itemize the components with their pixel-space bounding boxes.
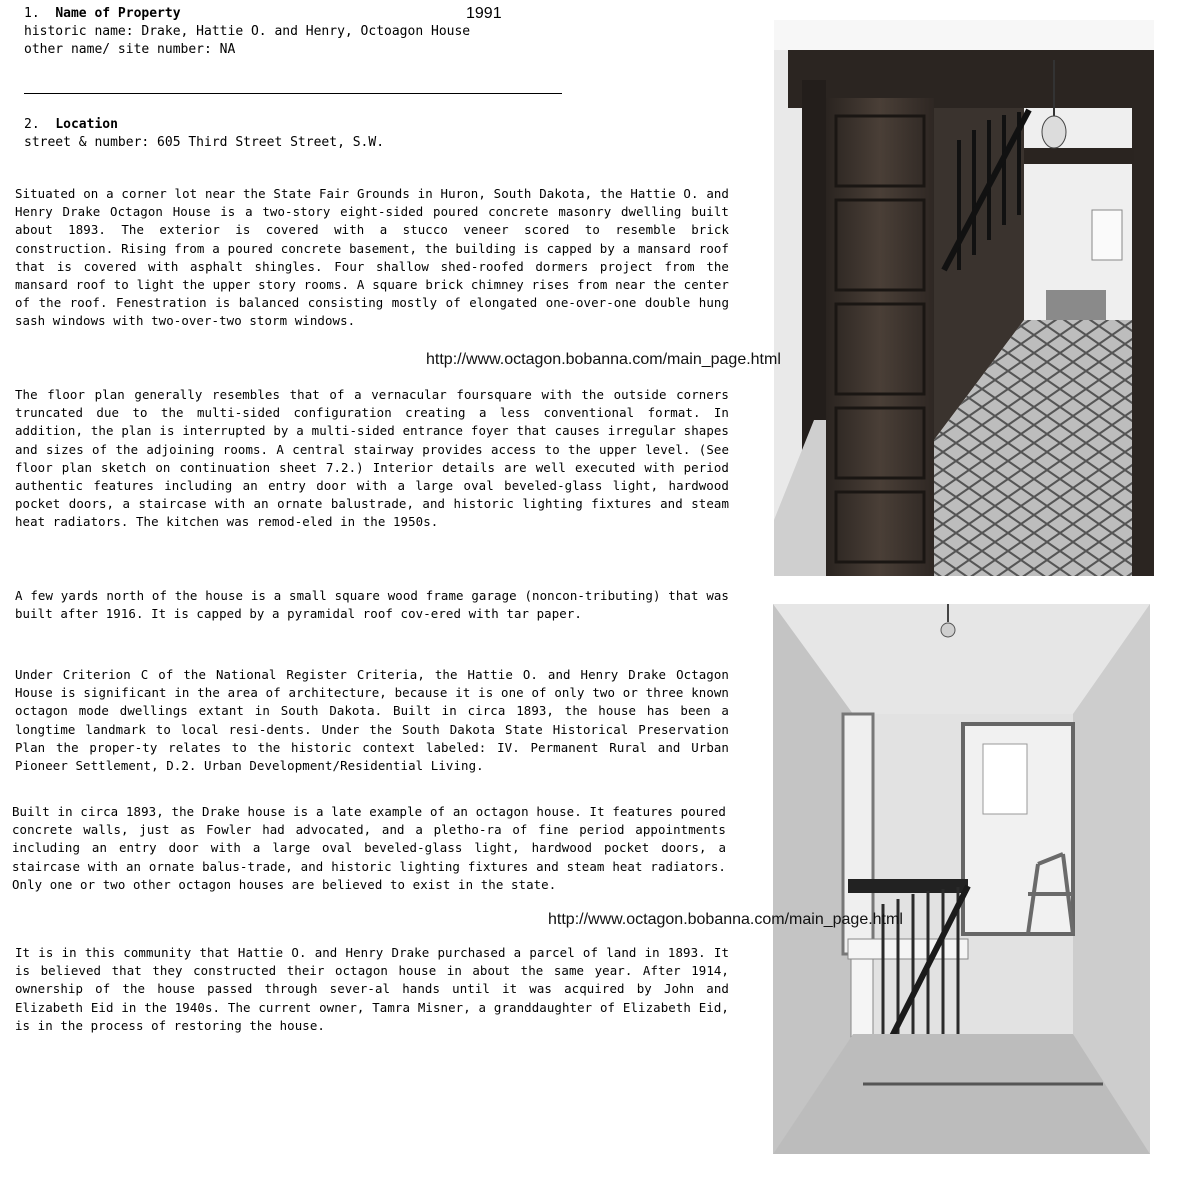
photo-hallway-image: [773, 604, 1150, 1154]
paragraph-drake-house: Built in circa 1893, the Drake house is a late example of an octagon house. It features poured concrete walls, just as Fowler had advocated, and a pletho-ra of fine period appointments including an entry door with a large oval beveled-glass light, hardwood pocket doors, a staircase with an ornate balus-trade, and historic lighting fixtures and steam heat radiators. Only one or two other octagon houses are believed to exist in the state.: [12, 804, 726, 892]
paragraph-floor-plan: The floor plan generally resembles that of a vernacular foursquare with the outside corners truncated due to the multi-sided configuration creating a less conventional format. In addition, the plan is interrupted by a multi-sided entrance foyer that causes irregular shapes and sizes of the adjoining rooms. A central stairway provides access to the upper level. (See floor plan sketch on continuation sheet 7.2.) Interior details are well executed with period authentic features including an entry door with a large oval beveled-glass light, hardwood pocket doors, a staircase with an ornate balustrade, and historic lighting fixtures and steam heat radiators. The kitchen was remod-eled in the 1950s.: [15, 387, 729, 530]
section-number: 1.: [24, 6, 40, 21]
section-title: Location: [55, 117, 118, 132]
other-name: other name/ site number: NA: [24, 42, 236, 57]
section-number: 2.: [24, 117, 40, 132]
photo-pocket-door-image: [774, 20, 1154, 576]
historic-name: historic name: Drake, Hattie O. and Henry, Octoagon House: [24, 24, 471, 39]
paragraph-exterior: Situated on a corner lot near the State Fair Grounds in Huron, South Dakota, the Hattie O. and Henry Drake Octagon House is a two-story eight-sided poured concrete masonry dwelling built about 1893. The exterior is covered with a stucco veneer scored to resemble brick construction. Rising from a poured concrete basement, the building is capped by a mansard roof that is covered with asphalt shingles. Four shallow shed-roofed dormers project from the mansard roof to light the upper story rooms. A square brick chimney rises from near the center of the roof. Fenestration is balanced consisting mostly of elongated one-over-one double hung sash windows with two-over-two storm windows.: [15, 186, 729, 329]
year-label: 1991: [466, 5, 502, 22]
paragraph-garage: A few yards north of the house is a small square wood frame garage (noncon-tributing) that was built after 1916. It is capped by a pyramidal roof cov-ered with tar paper.: [15, 588, 729, 622]
section-name-of-property: [24, 5, 181, 23]
section-title: Name of Property: [55, 6, 181, 21]
divider-rule: [24, 93, 562, 94]
photo-upstairs-hallway: [773, 604, 1150, 1154]
paragraph-history: It is in this community that Hattie O. and Henry Drake purchased a parcel of land in 1893. It is believed that they constructed their octagon house in about the same year. After 1914, ownership of the house passed through sever-al hands until it was acquired by John and Elizabeth Eid in the 1940s. The current owner, Tamra Misner, a granddaughter of Elizabeth Eid, is in the process of restoring the house.: [15, 945, 729, 1033]
photo-pocket-door-staircase: [774, 20, 1154, 576]
source-url[interactable]: http://www.octagon.bobanna.com/main_page.html: [426, 351, 781, 368]
street-address: street & number: 605 Third Street Street, S.W.: [24, 135, 385, 150]
paragraph-significance: Under Criterion C of the National Register Criteria, the Hattie O. and Henry Drake Octagon House is significant in the area of architecture, because it is one of only two or three known octagon mode dwellings extant in South Dakota. Built in circa 1893, the house has been a longtime landmark to local resi-dents. Under the South Dakota State Historical Preservation Plan the proper-ty relates to the historic context labeled: IV. Permanent Rural and Urban Pioneer Settlement, D.2. Urban Development/Residential Living.: [15, 667, 729, 774]
section-location: [24, 116, 118, 134]
source-url[interactable]: http://www.octagon.bobanna.com/main_page.html: [548, 911, 903, 928]
